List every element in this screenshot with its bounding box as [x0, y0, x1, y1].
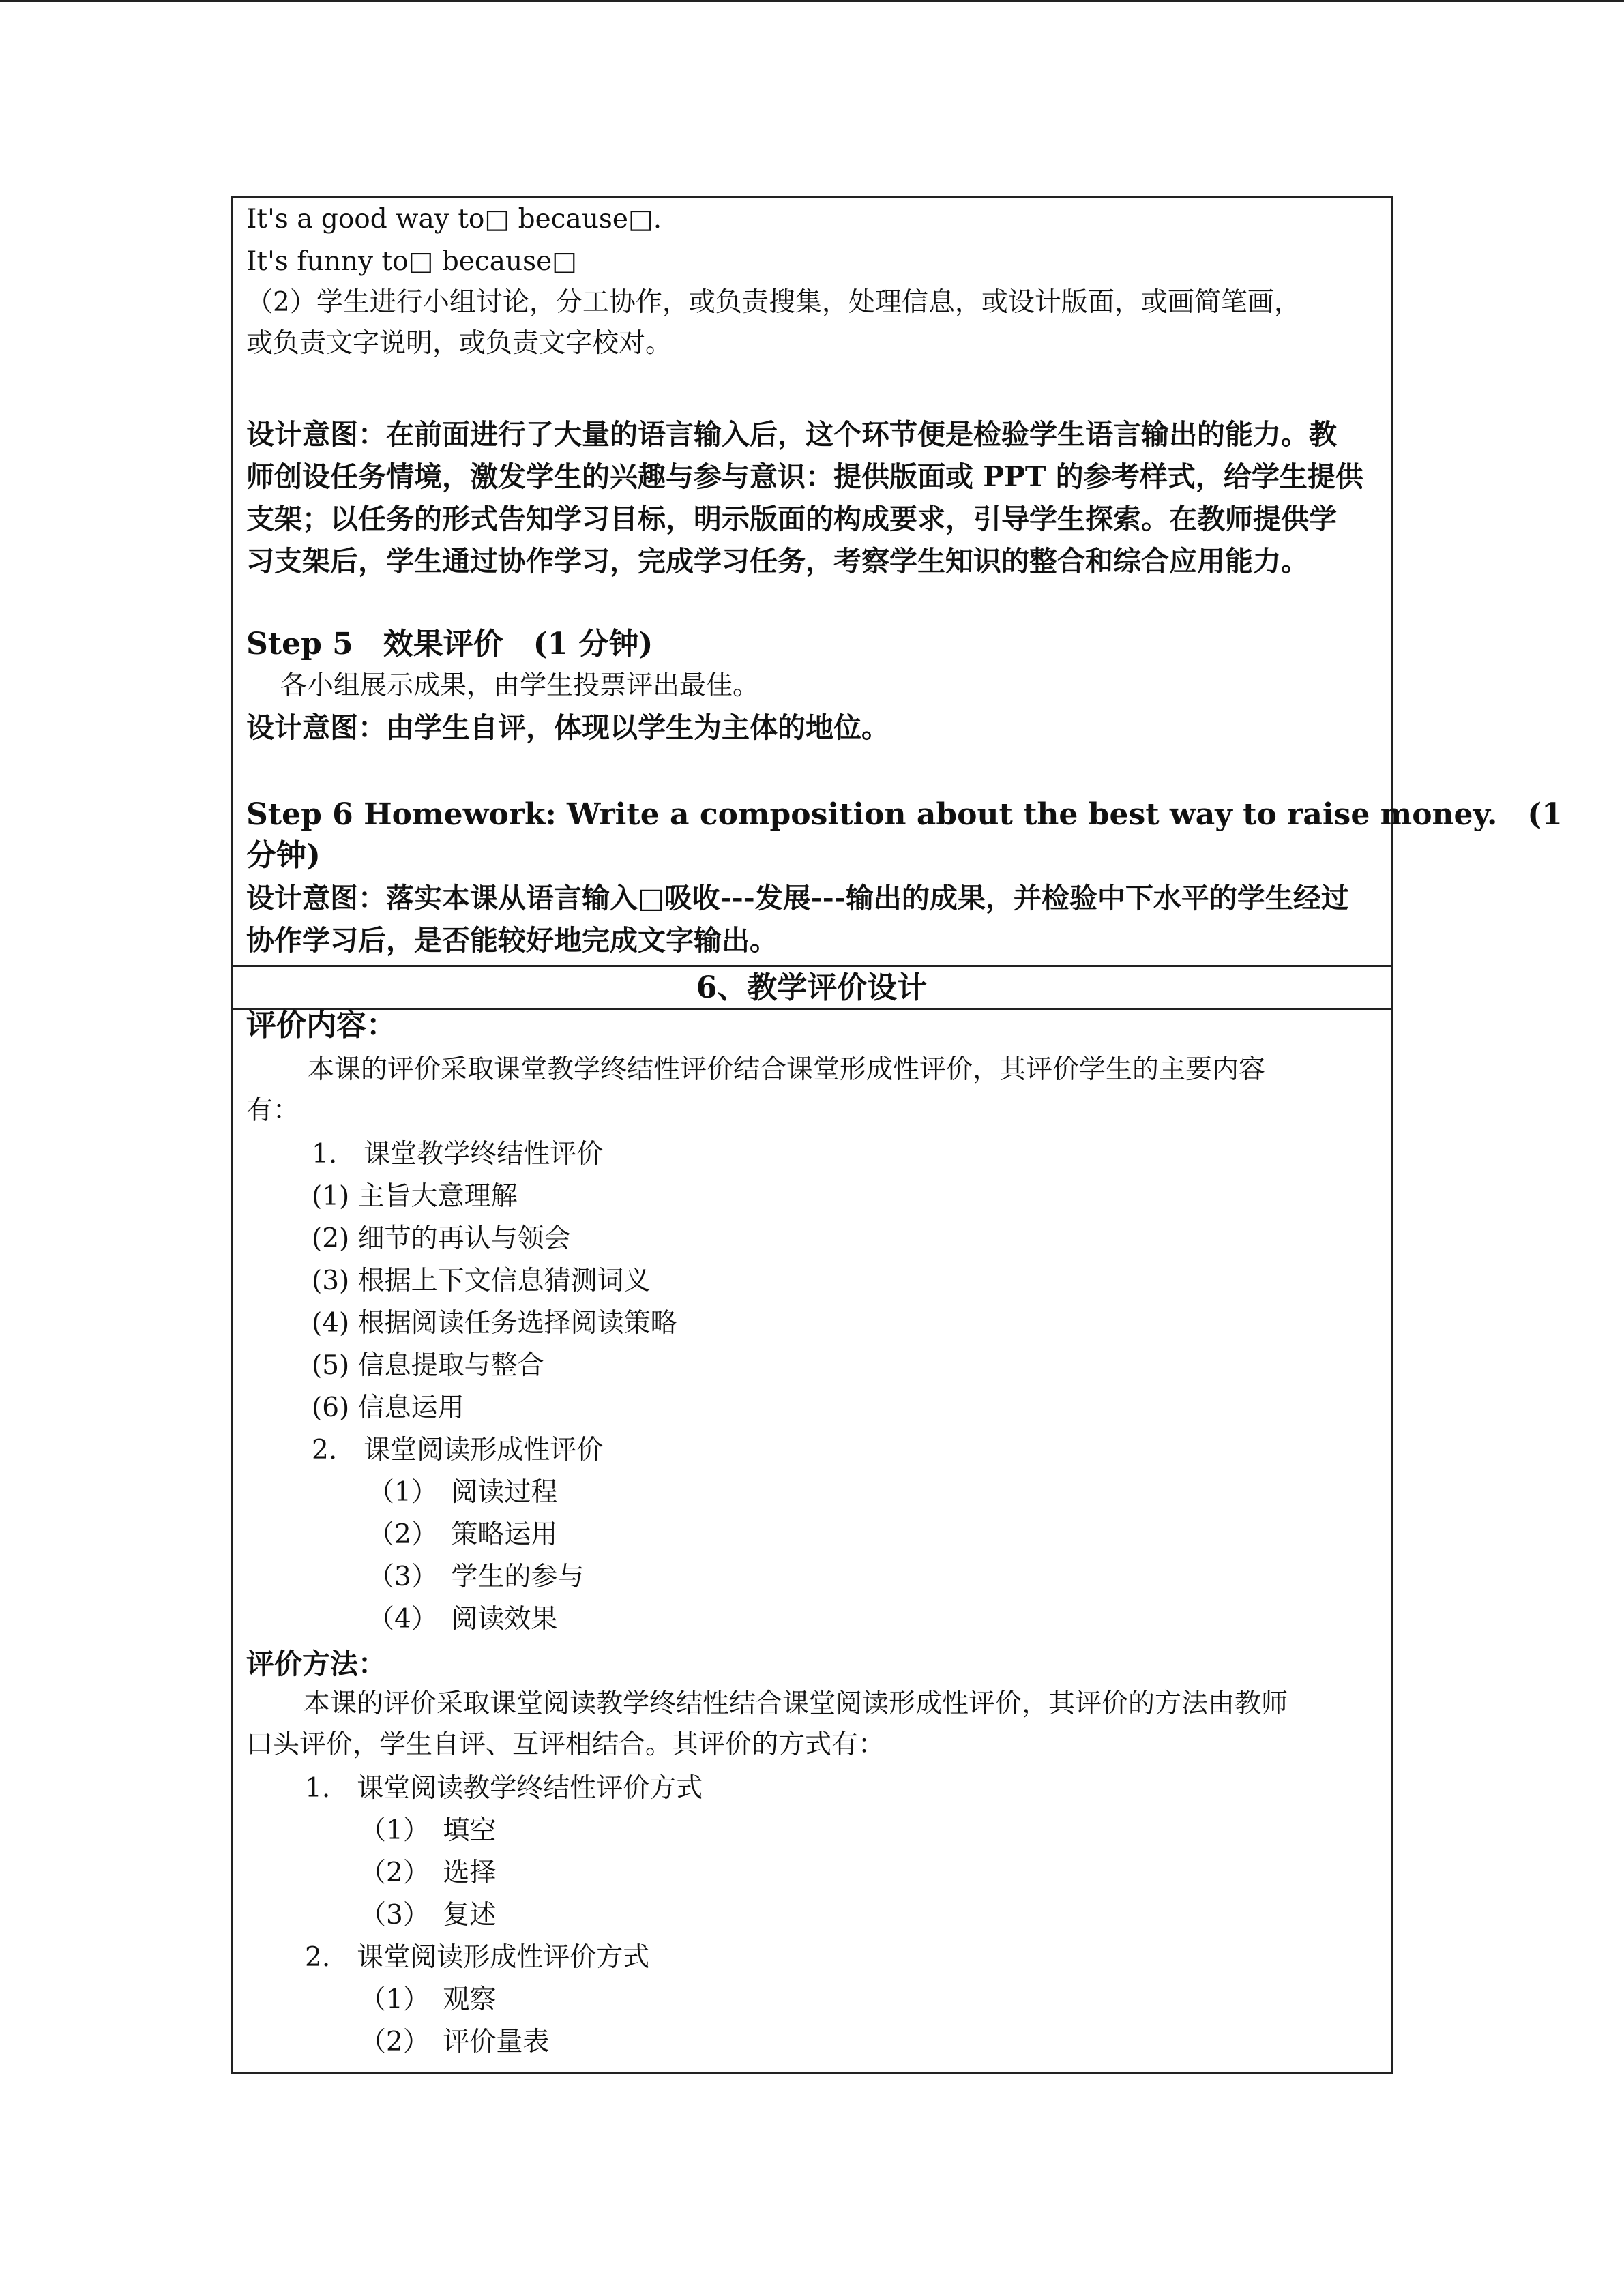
section-heading-cell [231, 965, 1393, 1010]
design-intent-label: 设计意图： [246, 418, 386, 451]
list-item: （1） 阅读过程 [368, 1477, 558, 1508]
list-item: (2) 细节的再认与领会 [312, 1223, 571, 1254]
content-intro-line-2: 有： [246, 1095, 300, 1126]
list-item: （1） 填空 [359, 1815, 497, 1846]
list-item: (1) 主旨大意理解 [312, 1181, 518, 1212]
method-label: 评价方法： [246, 1648, 386, 1680]
step5-intent [246, 711, 889, 745]
list-item: （3） 复述 [359, 1900, 497, 1930]
step4-intent-line-3: 支架；以任务的形式告知学习目标，明示版面的构成要求，引导学生探索。在教师提供学 [246, 503, 1337, 535]
step6-intent-line-2: 协作学习后，是否能较好地完成文字输出。 [246, 924, 778, 957]
list-item: (4) 根据阅读任务选择阅读策略 [312, 1308, 677, 1339]
list-item: (6) 信息运用 [312, 1392, 464, 1423]
content-intro-line-1: 本课的评价采取课堂教学终结性评价结合课堂形成性评价，其评价学生的主要内容 [308, 1054, 1266, 1085]
content-label: 评价内容： [246, 1008, 396, 1043]
step6-title-line-1: Step 6 Homework: Write a composition about the best way to raise money. (1 [246, 797, 1563, 832]
step6-intent-text: 落实本课从语言输入□吸收---发展---输出的成果，并检验中下水平的学生经过 [386, 882, 1349, 914]
step6-title-line-2: 分钟) [246, 838, 321, 873]
list-item: （1） 观察 [359, 1984, 497, 2015]
method-item-1: 1. 课堂阅读教学终结性评价方式 [305, 1773, 703, 1804]
step4-intent-line-4: 习支架后，学生通过协作学习，完成学习任务，考察学生知识的整合和综合应用能力。 [246, 545, 1309, 578]
lesson-steps-cell [231, 196, 1563, 967]
list-item: （2） 评价量表 [359, 2027, 550, 2057]
section-heading: 6、教学评价设计 [696, 970, 928, 1005]
page-top-border [0, 0, 1624, 2]
content-item-1: 1. 课堂教学终结性评价 [312, 1139, 604, 1169]
step4-intent-line-1 [246, 418, 1337, 451]
evaluation-cell [231, 1008, 1393, 2074]
sentence-frame-2: It's funny to□ because□ [246, 246, 578, 277]
sentence-frame-1: It's a good way to□ because□. [246, 204, 662, 235]
step5-intent-text: 由学生自评，体现以学生为主体的地位。 [386, 711, 889, 744]
content-item-2: 2. 课堂阅读形成性评价 [312, 1435, 604, 1465]
method-intro-line-2: 口头评价，学生自评、互评相结合。其评价的方式有： [246, 1729, 885, 1760]
design-intent-label: 设计意图： [246, 711, 386, 744]
list-item: （2） 选择 [359, 1858, 497, 1888]
group-activity-line-1: （2）学生进行小组讨论，分工协作，或负责搜集，处理信息，或设计版面，或画简笔画， [246, 287, 1301, 318]
list-item: （2） 策略运用 [368, 1519, 558, 1550]
list-item: (5) 信息提取与整合 [312, 1350, 544, 1381]
method-intro-line-1: 本课的评价采取课堂阅读教学终结性结合课堂阅读形成性评价，其评价的方法由教师 [304, 1688, 1288, 1719]
method-item-2: 2. 课堂阅读形成性评价方式 [305, 1942, 650, 1973]
step5-line: 各小组展示成果，由学生投票评出最佳。 [280, 670, 760, 701]
step5-title: Step 5 效果评价 (1 分钟) [246, 627, 653, 661]
step4-intent-line-2: 师创设任务情境，激发学生的兴趣与参与意识：提供版面或 PPT 的参考样式，给学生提供 [246, 460, 1363, 493]
list-item: （3） 学生的参与 [368, 1562, 585, 1592]
list-item: （4） 阅读效果 [368, 1604, 558, 1635]
step6-intent-line-1 [246, 882, 1349, 915]
list-item: (3) 根据上下文信息猜测词义 [312, 1266, 651, 1296]
design-intent-label: 设计意图： [246, 882, 386, 914]
group-activity-line-2: 或负责文字说明，或负责文字校对。 [246, 328, 673, 359]
step4-intent-text: 在前面进行了大量的语言输入后，这个环节便是检验学生语言输出的能力。教 [386, 418, 1337, 451]
